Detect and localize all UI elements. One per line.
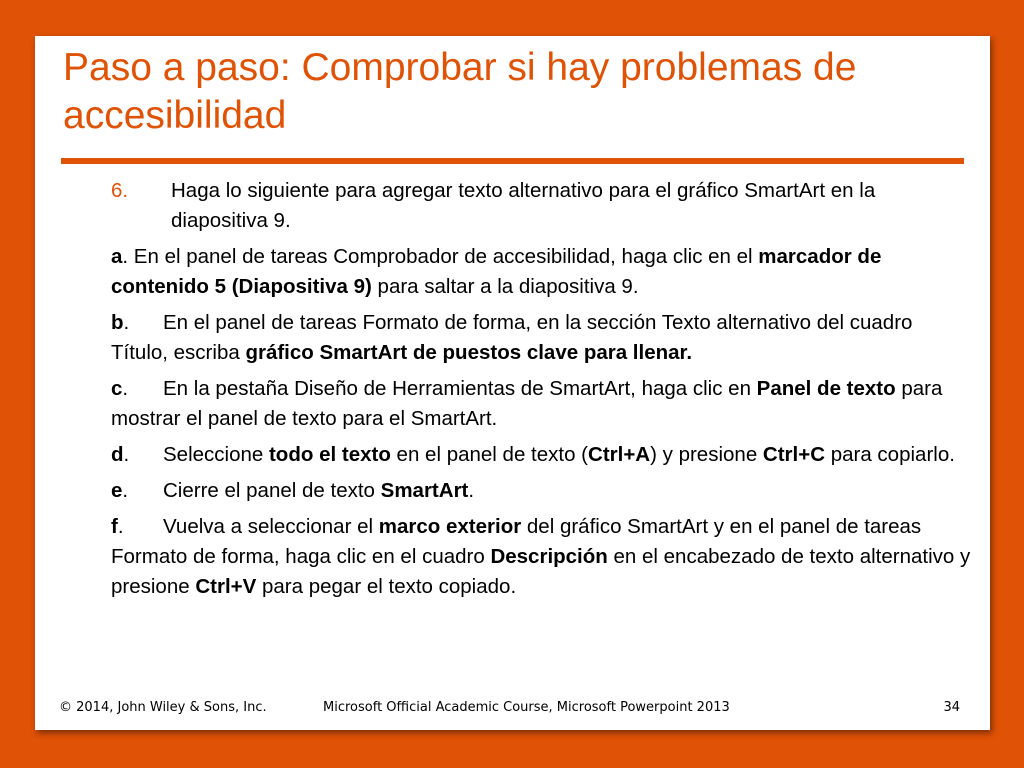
substep-text: para copiarlo. bbox=[825, 443, 955, 466]
substep-d bbox=[111, 440, 971, 470]
substep-bold: Descripción bbox=[490, 545, 608, 568]
slide-title: Paso a paso: Comprobar si hay problemas de accesibilidad bbox=[63, 46, 857, 137]
slide-footer bbox=[35, 700, 990, 722]
substep-e bbox=[111, 476, 971, 506]
substep-text: En la pestaña Diseño de Herramientas de SmartArt, haga clic en bbox=[163, 377, 757, 400]
substep-a bbox=[111, 242, 971, 302]
substep-label: a bbox=[111, 245, 123, 268]
footer-course: Microsoft Official Academic Course, Microsoft Powerpoint 2013 bbox=[323, 700, 730, 715]
title-divider bbox=[61, 158, 964, 164]
substep-lead: b. bbox=[111, 311, 130, 334]
substep-text: ) y presione bbox=[650, 443, 763, 466]
footer-copyright: © 2014, John Wiley & Sons, Inc. bbox=[59, 700, 267, 715]
substep-text: para mostrar el panel de texto para el SmartArt. bbox=[111, 377, 943, 430]
step-text: Haga lo siguiente para agregar texto alternativo para el gráfico SmartArt en la diapositiva 9. bbox=[171, 179, 876, 232]
substep-text: en el encabezado de texto alternativo y presione bbox=[111, 545, 971, 598]
substep-bold: Ctrl+V bbox=[195, 575, 257, 598]
slide-body bbox=[111, 176, 971, 608]
substep-lead: f. bbox=[111, 515, 124, 538]
substep-f bbox=[111, 512, 971, 602]
substep-label: e bbox=[111, 479, 123, 502]
substep-bold: gráfico SmartArt de puestos clave para llenar. bbox=[245, 341, 693, 364]
substep-label: c bbox=[111, 377, 123, 400]
substep-label: d bbox=[111, 443, 124, 466]
substep-text: . bbox=[468, 479, 475, 502]
substep-text: para pegar el texto copiado. bbox=[256, 575, 517, 598]
substep-b bbox=[111, 308, 971, 368]
substep-bold: marcador de contenido 5 (Diapositiva 9) bbox=[111, 245, 882, 298]
substep-bold: Ctrl+C bbox=[762, 443, 826, 466]
substep-bold: Panel de texto bbox=[756, 377, 896, 400]
substep-text: Vuelva a seleccionar el bbox=[163, 515, 379, 538]
substep-text: En el panel de tareas Formato de forma, en la sección Texto alternativo del cuadro Título, escriba bbox=[111, 311, 913, 364]
substep-bold: SmartArt bbox=[380, 479, 469, 502]
substep-bold: todo el texto bbox=[268, 443, 391, 466]
substep-text: del gráfico SmartArt y en el panel de tareas Formato de forma, haga clic en el cuadro bbox=[111, 515, 922, 568]
substep-bold: Ctrl+A bbox=[588, 443, 651, 466]
substep-text: Cierre el panel de texto bbox=[163, 479, 381, 502]
substep-label: f bbox=[111, 515, 118, 538]
substep-text: . En el panel de tareas Comprobador de accesibilidad, haga clic en el bbox=[122, 245, 759, 268]
substep-c bbox=[111, 374, 971, 434]
substep-text: para saltar a la diapositiva 9. bbox=[371, 275, 639, 298]
step-number: 6. bbox=[111, 179, 129, 202]
step-6 bbox=[111, 176, 971, 236]
substep-lead: e. bbox=[111, 479, 129, 502]
slide bbox=[35, 36, 990, 730]
substep-label: b bbox=[111, 311, 124, 334]
substep-text: Seleccione bbox=[163, 443, 269, 466]
substep-lead: c. bbox=[111, 377, 129, 400]
substep-text: en el panel de texto ( bbox=[390, 443, 589, 466]
slide-number: 34 bbox=[943, 700, 960, 715]
substep-bold: marco exterior bbox=[378, 515, 522, 538]
substep-lead: d. bbox=[111, 443, 130, 466]
